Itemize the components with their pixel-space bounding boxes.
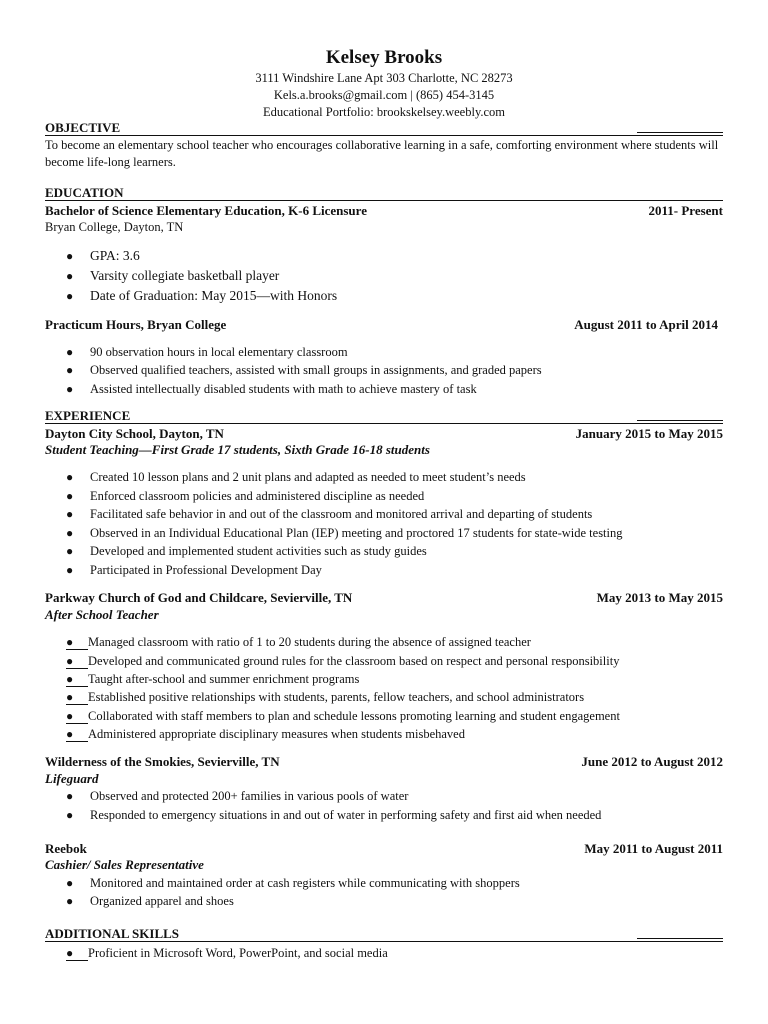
school-name: Bryan College, Dayton, TN [45, 220, 184, 234]
bullet-icon: ● [66, 269, 74, 283]
list-item: ● Developed and communicated ground rules for the classroom based on respect and personal responsibility [66, 654, 620, 668]
list-item: ● Proficient in Microsoft Word, PowerPoint, and social media [66, 946, 388, 960]
list-item: ● Date of Graduation: May 2015—with Honors [66, 288, 338, 303]
bullet-icon: ● [66, 789, 74, 803]
list-item: ● Responded to emergency situations in and out of water in performing safety and first aid when needed [66, 808, 602, 822]
list-item: ● GPA: 3.6 [66, 248, 140, 263]
list-item: ● Organized apparel and shoes [66, 894, 234, 908]
bullet-icon: ● [66, 947, 88, 961]
job-role: Student Teaching—First Grade 17 students, Sixth Grade 16-18 students [45, 442, 430, 457]
list-item: ● Enforced classroom policies and administered discipline as needed [66, 489, 425, 503]
portfolio-link: Educational Portfolio: brookskelsey.weebly.com [262, 105, 506, 119]
practicum-title: Practicum Hours, Bryan College [45, 317, 227, 332]
list-item: ● Observed in an Individual Educational Plan (IEP) meeting and proctored 17 students for state-wide testing [66, 526, 623, 540]
bullet-icon: ● [66, 544, 74, 558]
job-dates: May 2013 to May 2015 [596, 590, 723, 605]
practicum-dates: August 2011 to April 2014 [574, 317, 718, 332]
list-item: ● Collaborated with staff members to plan and schedule lessons promoting learning and student engagement [66, 709, 620, 723]
list-item: ● Participated in Professional Development Day [66, 563, 322, 577]
list-item: ● Monitored and maintained order at cash registers while communicating with shoppers [66, 876, 520, 890]
bullet-icon: ● [66, 382, 74, 396]
bullet-icon: ● [66, 470, 74, 484]
job-dates: January 2015 to May 2015 [575, 426, 723, 441]
bullet-icon: ● [66, 345, 74, 359]
list-item: ● Administered appropriate disciplinary measures when students misbehaved [66, 727, 465, 741]
list-item: ● Developed and implemented student activities such as study guides [66, 544, 427, 558]
list-item: ● Established positive relationships with students, parents, fellow teachers, and school administrators [66, 690, 585, 704]
bullet-icon: ● [66, 249, 74, 263]
job-employer: Parkway Church of God and Childcare, Sevierville, TN [45, 590, 353, 605]
address: 3111 Windshire Lane Apt 303 Charlotte, NC 28273 [255, 71, 513, 85]
bullet-icon: ● [66, 489, 74, 503]
bullet-icon: ● [66, 526, 74, 540]
list-item: ● Facilitated safe behavior in and out of the classroom and monitored arrival and departing of students [66, 507, 593, 521]
job-dates: May 2011 to August 2011 [584, 841, 723, 856]
objective-text: To become an elementary school teacher who encourages collaborative learning in a safe, comforting environment where students will become life-long learners. [45, 138, 719, 169]
experience-heading: EXPERIENCE [45, 408, 723, 424]
list-item: ● Managed classroom with ratio of 1 to 20 students during the absence of assigned teacher [66, 635, 531, 649]
bullet-icon: ● [66, 673, 88, 687]
list-item: ● Observed qualified teachers, assisted with small groups in assignments, and graded papers [66, 363, 542, 377]
list-item: ● Varsity collegiate basketball player [66, 268, 280, 283]
bullet-icon: ● [66, 655, 88, 669]
bullet-icon: ● [66, 691, 88, 705]
job-employer: Reebok [45, 841, 87, 856]
bullet-icon: ● [66, 563, 74, 577]
bullet-icon: ● [66, 876, 74, 890]
degree-dates: 2011- Present [648, 203, 723, 218]
bullet-icon: ● [66, 728, 88, 742]
email-phone: Kels.a.brooks@gmail.com | (865) 454-3145 [273, 88, 495, 102]
education-heading: EDUCATION [45, 185, 723, 201]
list-item: ● Taught after-school and summer enrichment programs [66, 672, 360, 686]
job-role: After School Teacher [45, 607, 159, 622]
bullet-icon: ● [66, 507, 74, 521]
job-employer: Dayton City School, Dayton, TN [45, 426, 224, 441]
skills-heading: ADDITIONAL SKILLS [45, 926, 723, 942]
candidate-name: Kelsey Brooks [325, 47, 443, 68]
list-item: ● Observed and protected 200+ families in various pools of water [66, 789, 409, 803]
bullet-icon: ● [66, 710, 88, 724]
job-role: Lifeguard [45, 771, 99, 786]
job-role: Cashier/ Sales Representative [45, 857, 204, 872]
list-item: ● Assisted intellectually disabled students with math to achieve mastery of task [66, 382, 477, 396]
list-item: ● 90 observation hours in local elementary classroom [66, 345, 348, 359]
objective-heading: OBJECTIVE [45, 120, 723, 136]
job-dates: June 2012 to August 2012 [581, 754, 723, 769]
bullet-icon: ● [66, 636, 88, 650]
list-item: ● Created 10 lesson plans and 2 unit plans and adapted as needed to meet student’s needs [66, 470, 526, 484]
bullet-icon: ● [66, 289, 74, 303]
bullet-icon: ● [66, 363, 74, 377]
bullet-icon: ● [66, 894, 74, 908]
bullet-icon: ● [66, 808, 74, 822]
degree-title: Bachelor of Science Elementary Education, K-6 Licensure [45, 203, 367, 218]
job-employer: Wilderness of the Smokies, Sevierville, TN [45, 754, 280, 769]
